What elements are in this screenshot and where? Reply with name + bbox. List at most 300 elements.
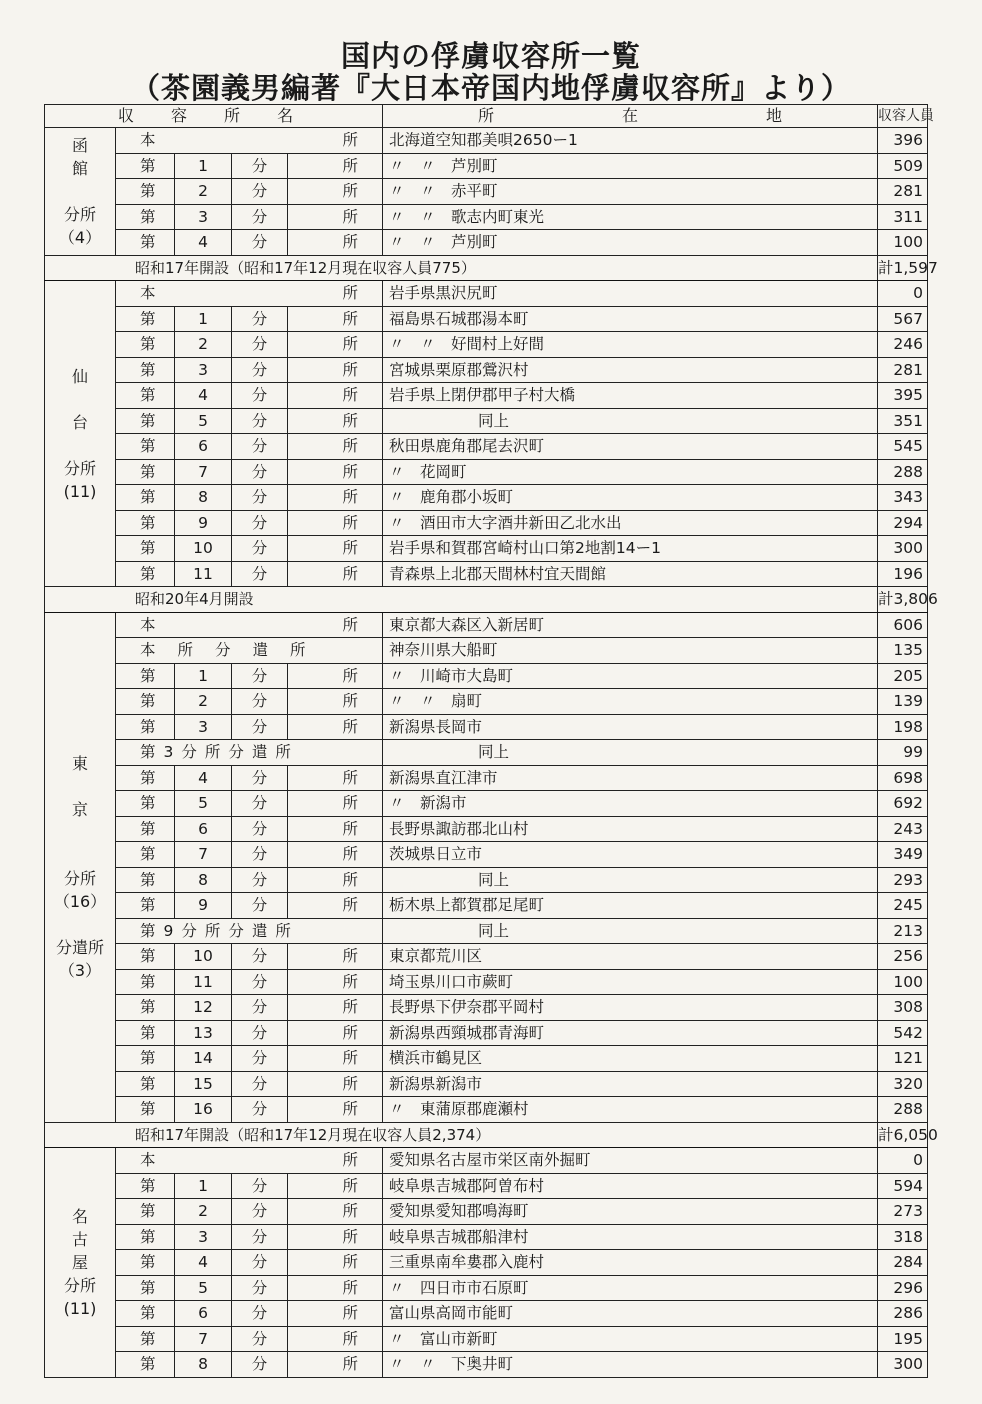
table-row [45, 434, 928, 460]
camp-count: 308 [878, 995, 928, 1021]
camp-name-part: 所 [288, 434, 383, 460]
camp-count: 135 [878, 638, 928, 664]
camp-name-part: 第 [116, 485, 175, 511]
camp-name-part: 第 [116, 1173, 175, 1199]
camp-name-part: 9 [175, 510, 232, 536]
camp-count: 284 [878, 1250, 928, 1276]
table-row [45, 1326, 928, 1352]
camp-location: 〃 東蒲原郡鹿瀬村 [383, 1097, 878, 1123]
camp-count: 300 [878, 536, 928, 562]
camp-name-part: 第 [116, 179, 175, 205]
camp-name-part: 分 [232, 1173, 288, 1199]
camp-location: 〃 〃 赤平町 [383, 179, 878, 205]
camp-name-part: 2 [175, 179, 232, 205]
camp-name-part: 5 [175, 1275, 232, 1301]
camp-count: 395 [878, 383, 928, 409]
camp-name-part: 第 [116, 893, 175, 919]
header-name: 収 容 所 名 [45, 105, 383, 128]
camp-name-text: 第3分所分遣所 [140, 743, 299, 762]
table-row [45, 510, 928, 536]
table-row [45, 867, 928, 893]
camp-count: 100 [878, 969, 928, 995]
group-label-line: 分所 [63, 869, 96, 888]
camp-location: 岩手県黒沢尻町 [383, 281, 878, 307]
camp-name-part: 分 [232, 459, 288, 485]
camp-name-part: 分 [232, 1020, 288, 1046]
camp-name-part: 分 [232, 1275, 288, 1301]
group-label-line: (11) [63, 481, 97, 501]
camp-count: 256 [878, 944, 928, 970]
table-row [45, 1097, 928, 1123]
camp-count: 245 [878, 893, 928, 919]
table-row [45, 765, 928, 791]
camp-table-body [45, 105, 938, 1378]
group-note: 昭和17年開設（昭和17年12月現在収容人員775） [45, 255, 878, 281]
camp-name-part: 所 [288, 510, 383, 536]
group-note: 昭和20年4月開設 [45, 587, 878, 613]
camp-location: 青森県上北郡天間林村宜天間館 [383, 561, 878, 587]
camp-name-part: 3 [175, 1224, 232, 1250]
camp-location: 〃 四日市市石原町 [383, 1275, 878, 1301]
camp-count: 246 [878, 332, 928, 358]
camp-location: 茨城県日立市 [383, 842, 878, 868]
camp-name-part: 所 [288, 485, 383, 511]
camp-name-part: 第 [116, 434, 175, 460]
camp-name-part: 第 [116, 1250, 175, 1276]
table-row [45, 995, 928, 1021]
camp-name-part: 所 [288, 1173, 383, 1199]
camp-count: 139 [878, 689, 928, 715]
camp-name-part: 所 [288, 995, 383, 1021]
camp-name-part: 第 [116, 944, 175, 970]
camp-count: 567 [878, 306, 928, 332]
camp-name [116, 281, 383, 307]
header-location-char: 所 [477, 106, 494, 125]
camp-location: 埼玉県川口市蕨町 [383, 969, 878, 995]
table-row [45, 689, 928, 715]
camp-name-part: 所 [288, 1199, 383, 1225]
group-label-line: 分所 [63, 204, 96, 224]
camp-name-part: 所 [288, 816, 383, 842]
camp-name-part: 分 [232, 816, 288, 842]
camp-name-part: 第 [116, 536, 175, 562]
camp-name-part: 第 [116, 995, 175, 1021]
camp-name-part: 4 [175, 765, 232, 791]
camp-name-part: 13 [175, 1020, 232, 1046]
camp-name-part: 所 [288, 357, 383, 383]
camp-name-part: 分 [232, 1097, 288, 1123]
group-label [45, 281, 116, 587]
camp-name-part: 本 [140, 1151, 156, 1170]
camp-location: 栃木県上都賀郡足尾町 [383, 893, 878, 919]
camp-name-part: 2 [175, 689, 232, 715]
camp-count: 286 [878, 1301, 928, 1327]
camp-location: 〃 〃 下奥井町 [383, 1352, 878, 1378]
camp-name-part: 9 [175, 893, 232, 919]
camp-name-part: 所 [288, 306, 383, 332]
table-row [45, 969, 928, 995]
table-row [45, 306, 928, 332]
camp-name-part: 分 [232, 791, 288, 817]
group-label [45, 612, 116, 1122]
camp-location: 神奈川県大船町 [383, 638, 878, 664]
camp-name-part: 分 [232, 536, 288, 562]
camp-name-part: 8 [175, 867, 232, 893]
camp-name-part: 1 [175, 306, 232, 332]
camp-name-part: 第 [116, 383, 175, 409]
camp-name-part: 分 [232, 1046, 288, 1072]
table-row [45, 893, 928, 919]
group-label-line: （3） [58, 961, 102, 980]
camp-name-part: 7 [175, 1326, 232, 1352]
camp-name-part: 第 [116, 306, 175, 332]
group-label-line [45, 388, 115, 411]
camp-name-part: 2 [175, 332, 232, 358]
camp-name-part: 所 [288, 230, 383, 256]
table-row [45, 1275, 928, 1301]
group-label-line [45, 775, 115, 798]
camp-location: 新潟県直江津市 [383, 765, 878, 791]
camp-name-part: 分 [232, 230, 288, 256]
camp-name-part: 第 [116, 459, 175, 485]
camp-name-part: 分 [232, 1301, 288, 1327]
camp-name-part: 第 [116, 969, 175, 995]
camp-count: 196 [878, 561, 928, 587]
camp-name-part: 所 [288, 765, 383, 791]
camp-name-part: 第 [116, 765, 175, 791]
table-row [45, 332, 928, 358]
camp-count: 692 [878, 791, 928, 817]
camp-name-part: 分 [232, 434, 288, 460]
camp-name-part: 5 [175, 408, 232, 434]
group-summary-row [45, 1122, 928, 1148]
camp-location: 〃 川崎市大島町 [383, 663, 878, 689]
group-label-line: 台 [71, 412, 88, 432]
camp-name-part: 所 [342, 284, 358, 303]
camp-count: 320 [878, 1071, 928, 1097]
camp-name-part: 所 [288, 791, 383, 817]
camp-name-part: 所 [342, 615, 358, 634]
camp-count: 351 [878, 408, 928, 434]
camp-name-part: 分 [232, 663, 288, 689]
group-label [45, 128, 116, 256]
camp-name-part: 第 [116, 842, 175, 868]
camp-count: 594 [878, 1173, 928, 1199]
camp-count: 273 [878, 1199, 928, 1225]
camp-name-part: 所 [342, 1151, 358, 1170]
camp-location: 横浜市鶴見区 [383, 1046, 878, 1072]
camp-location: 〃 〃 芦別町 [383, 230, 878, 256]
camp-name-part: 第 [116, 1352, 175, 1378]
group-label-line: 函 [71, 135, 88, 155]
camp-name-part: 第 [116, 867, 175, 893]
camp-name-part: 分 [232, 1224, 288, 1250]
camp-name-part: 分 [232, 561, 288, 587]
camp-name-part: 第 [116, 1301, 175, 1327]
table-row [45, 1148, 928, 1174]
group-label [45, 1148, 116, 1378]
camp-name-part: 第 [116, 1020, 175, 1046]
camp-name-part: 分 [232, 995, 288, 1021]
table-row [45, 485, 928, 511]
camp-name-part: 10 [175, 944, 232, 970]
table-header [45, 105, 928, 128]
table-row [45, 153, 928, 179]
camp-location: 岐阜県吉城郡阿曽布村 [383, 1173, 878, 1199]
camp-count: 288 [878, 459, 928, 485]
group-total: 計3,806 [878, 587, 928, 613]
camp-name-part: 11 [175, 561, 232, 587]
group-label-line: 分所 [63, 458, 96, 478]
camp-name-part: 第 [116, 230, 175, 256]
camp-name-part: 12 [175, 995, 232, 1021]
camp-name-part: 所 [288, 459, 383, 485]
camp-name [116, 128, 383, 154]
camp-name-part: 1 [175, 663, 232, 689]
camp-location: 宮城県栗原郡鶯沢村 [383, 357, 878, 383]
group-label-line: 屋 [71, 1252, 88, 1272]
table-row [45, 1301, 928, 1327]
table-row [45, 663, 928, 689]
camp-name-part: 分 [232, 1352, 288, 1378]
camp-name-part: 所 [288, 1224, 383, 1250]
camp-name-part: 所 [288, 714, 383, 740]
camp-count: 311 [878, 204, 928, 230]
table-row [45, 408, 928, 434]
table-row [45, 918, 928, 944]
camp-name [116, 612, 383, 638]
table-row [45, 230, 928, 256]
camp-name-part: 所 [288, 689, 383, 715]
camp-name-part: 分 [232, 332, 288, 358]
camp-name-part: 分 [232, 179, 288, 205]
group-total: 計6,050 [878, 1122, 928, 1148]
camp-name-part: 所 [288, 153, 383, 179]
camp-name [116, 918, 383, 944]
camp-name-part: 所 [288, 332, 383, 358]
camp-location: 東京都大森区入新居町 [383, 612, 878, 638]
group-label-line: 分遣所 [55, 938, 104, 957]
camp-name-part: 第 [116, 204, 175, 230]
table-row [45, 179, 928, 205]
table-row [45, 128, 928, 154]
camp-count: 0 [878, 281, 928, 307]
camp-name-part: 第 [116, 1275, 175, 1301]
camp-name-part: 第 [116, 1326, 175, 1352]
camp-name-part: 分 [232, 969, 288, 995]
table-row [45, 1352, 928, 1378]
group-label-line: 仙 [71, 366, 88, 386]
camp-name-part: 所 [288, 408, 383, 434]
camp-location: 〃 〃 歌志内町東光 [383, 204, 878, 230]
camp-location: 同上 [383, 408, 878, 434]
group-summary-row [45, 255, 928, 281]
camp-count: 296 [878, 1275, 928, 1301]
group-label-line: （16） [53, 892, 107, 911]
camp-name-part: 1 [175, 153, 232, 179]
camp-name-part: 分 [232, 944, 288, 970]
page-title: 国内の俘虜収容所一覧 [340, 39, 641, 73]
group-label-line [45, 434, 115, 457]
camp-name-part: 6 [175, 1301, 232, 1327]
camp-location: 新潟県新潟市 [383, 1071, 878, 1097]
camp-count: 213 [878, 918, 928, 944]
camp-name-part: 3 [175, 204, 232, 230]
camp-name-part: 分 [232, 765, 288, 791]
table-row [45, 459, 928, 485]
camp-count: 698 [878, 765, 928, 791]
camp-name-part: 第 [116, 357, 175, 383]
camp-location: 〃 花岡町 [383, 459, 878, 485]
camp-name-part: 本 [140, 615, 156, 634]
group-label-line [45, 821, 115, 844]
camp-name-part: 所 [288, 1352, 383, 1378]
camp-name-part: 所 [288, 969, 383, 995]
camp-count: 294 [878, 510, 928, 536]
camp-name-part: 分 [232, 408, 288, 434]
camp-name-part: 6 [175, 816, 232, 842]
table-row [45, 281, 928, 307]
camp-name-part: 分 [232, 842, 288, 868]
camp-name-text: 第9分所分遣所 [140, 921, 299, 940]
header-count: 収容人員 [878, 105, 928, 128]
group-label-line [45, 844, 115, 867]
table-row [45, 1199, 928, 1225]
camp-location: 秋田県鹿角郡尾去沢町 [383, 434, 878, 460]
camp-name-part: 5 [175, 791, 232, 817]
camp-count: 606 [878, 612, 928, 638]
camp-count: 195 [878, 1326, 928, 1352]
camp-name-part: 所 [288, 179, 383, 205]
camp-name-part: 所 [288, 1071, 383, 1097]
camp-name-part: 分 [232, 689, 288, 715]
camp-name-part: 分 [232, 1250, 288, 1276]
camp-location: 東京都荒川区 [383, 944, 878, 970]
camp-name-part: 第 [116, 689, 175, 715]
camp-location: 福島県石城郡湯本町 [383, 306, 878, 332]
table-row [45, 842, 928, 868]
camp-name-part: 第 [116, 1046, 175, 1072]
group-label-line [45, 913, 115, 936]
camp-name-part: 第 [116, 714, 175, 740]
camp-name-part: 所 [288, 383, 383, 409]
camp-location: 三重県南牟婁郡入鹿村 [383, 1250, 878, 1276]
camp-name-part: 15 [175, 1071, 232, 1097]
camp-location: 〃 〃 扇町 [383, 689, 878, 715]
camp-name-part: 6 [175, 434, 232, 460]
camp-count: 281 [878, 357, 928, 383]
camp-table [44, 104, 938, 1378]
table-row [45, 791, 928, 817]
camp-count: 100 [878, 230, 928, 256]
camp-name-part: 所 [288, 1097, 383, 1123]
camp-name-part: 所 [288, 944, 383, 970]
camp-name-part: 分 [232, 893, 288, 919]
camp-name-part: 分 [232, 383, 288, 409]
camp-count: 0 [878, 1148, 928, 1174]
camp-name [116, 638, 383, 664]
camp-name-part: 所 [342, 131, 358, 150]
camp-name-part: 7 [175, 459, 232, 485]
camp-name-part: 分 [232, 153, 288, 179]
camp-name-part: 第 [116, 816, 175, 842]
camp-name-part: 4 [175, 1250, 232, 1276]
group-label-line: (11) [63, 1298, 97, 1318]
camp-name [116, 1148, 383, 1174]
camp-name-part: 分 [232, 1199, 288, 1225]
camp-name-part: 分 [232, 1326, 288, 1352]
camp-name-part: 1 [175, 1173, 232, 1199]
camp-name-part: 4 [175, 383, 232, 409]
camp-location: 〃 富山市新町 [383, 1326, 878, 1352]
table-row [45, 383, 928, 409]
camp-name-part: 所 [288, 867, 383, 893]
camp-name-part: 所 [288, 1250, 383, 1276]
camp-name-part: 分 [232, 485, 288, 511]
camp-name-part: 3 [175, 714, 232, 740]
camp-location: 愛知県愛知郡鳴海町 [383, 1199, 878, 1225]
group-label-line: 京 [71, 800, 88, 819]
camp-name-part: 所 [288, 1020, 383, 1046]
camp-name-part: 所 [288, 204, 383, 230]
group-total: 計1,597 [878, 255, 928, 281]
camp-name-part: 11 [175, 969, 232, 995]
table-row [45, 740, 928, 766]
table-row [45, 638, 928, 664]
camp-name-part: 所 [288, 1046, 383, 1072]
camp-name-text: 本所分遣所 [140, 641, 328, 660]
camp-name-part: 分 [232, 204, 288, 230]
camp-location: 富山県高岡市能町 [383, 1301, 878, 1327]
table-row [45, 1046, 928, 1072]
camp-name-part: 第 [116, 791, 175, 817]
camp-name-part: 4 [175, 230, 232, 256]
camp-name-part: 分 [232, 510, 288, 536]
camp-name-part: 所 [288, 1301, 383, 1327]
camp-name-part: 第 [116, 663, 175, 689]
camp-location: 同上 [383, 867, 878, 893]
camp-name-part: 所 [288, 663, 383, 689]
camp-name-part: 所 [288, 1275, 383, 1301]
camp-name-part: 第 [116, 561, 175, 587]
table-row [45, 612, 928, 638]
camp-location: 北海道空知郡美唄2650ー1 [383, 128, 878, 154]
camp-name-part: 第 [116, 153, 175, 179]
camp-location: 岩手県上閉伊郡甲子村大橋 [383, 383, 878, 409]
camp-location: 愛知県名古屋市栄区南外掘町 [383, 1148, 878, 1174]
table-row [45, 944, 928, 970]
camp-name-part: 8 [175, 485, 232, 511]
camp-count: 243 [878, 816, 928, 842]
table-row [45, 816, 928, 842]
camp-name-part: 7 [175, 842, 232, 868]
camp-location: 長野県下伊奈郡平岡村 [383, 995, 878, 1021]
camp-count: 198 [878, 714, 928, 740]
page-subtitle: （茶園義男編著『大日本帝国内地俘虜収容所』より） [130, 71, 851, 105]
camp-name-part: 本 [140, 131, 156, 150]
camp-count: 293 [878, 867, 928, 893]
table-row [45, 536, 928, 562]
camp-location: 〃 〃 好間村上好間 [383, 332, 878, 358]
camp-count: 99 [878, 740, 928, 766]
camp-count: 288 [878, 1097, 928, 1123]
camp-name-part: 第 [116, 1199, 175, 1225]
camp-location: 同上 [383, 740, 878, 766]
group-note: 昭和17年開設（昭和17年12月現在収容人員2,374） [45, 1122, 878, 1148]
camp-name-part: 第 [116, 510, 175, 536]
camp-count: 545 [878, 434, 928, 460]
camp-location: 長野県諏訪郡北山村 [383, 816, 878, 842]
